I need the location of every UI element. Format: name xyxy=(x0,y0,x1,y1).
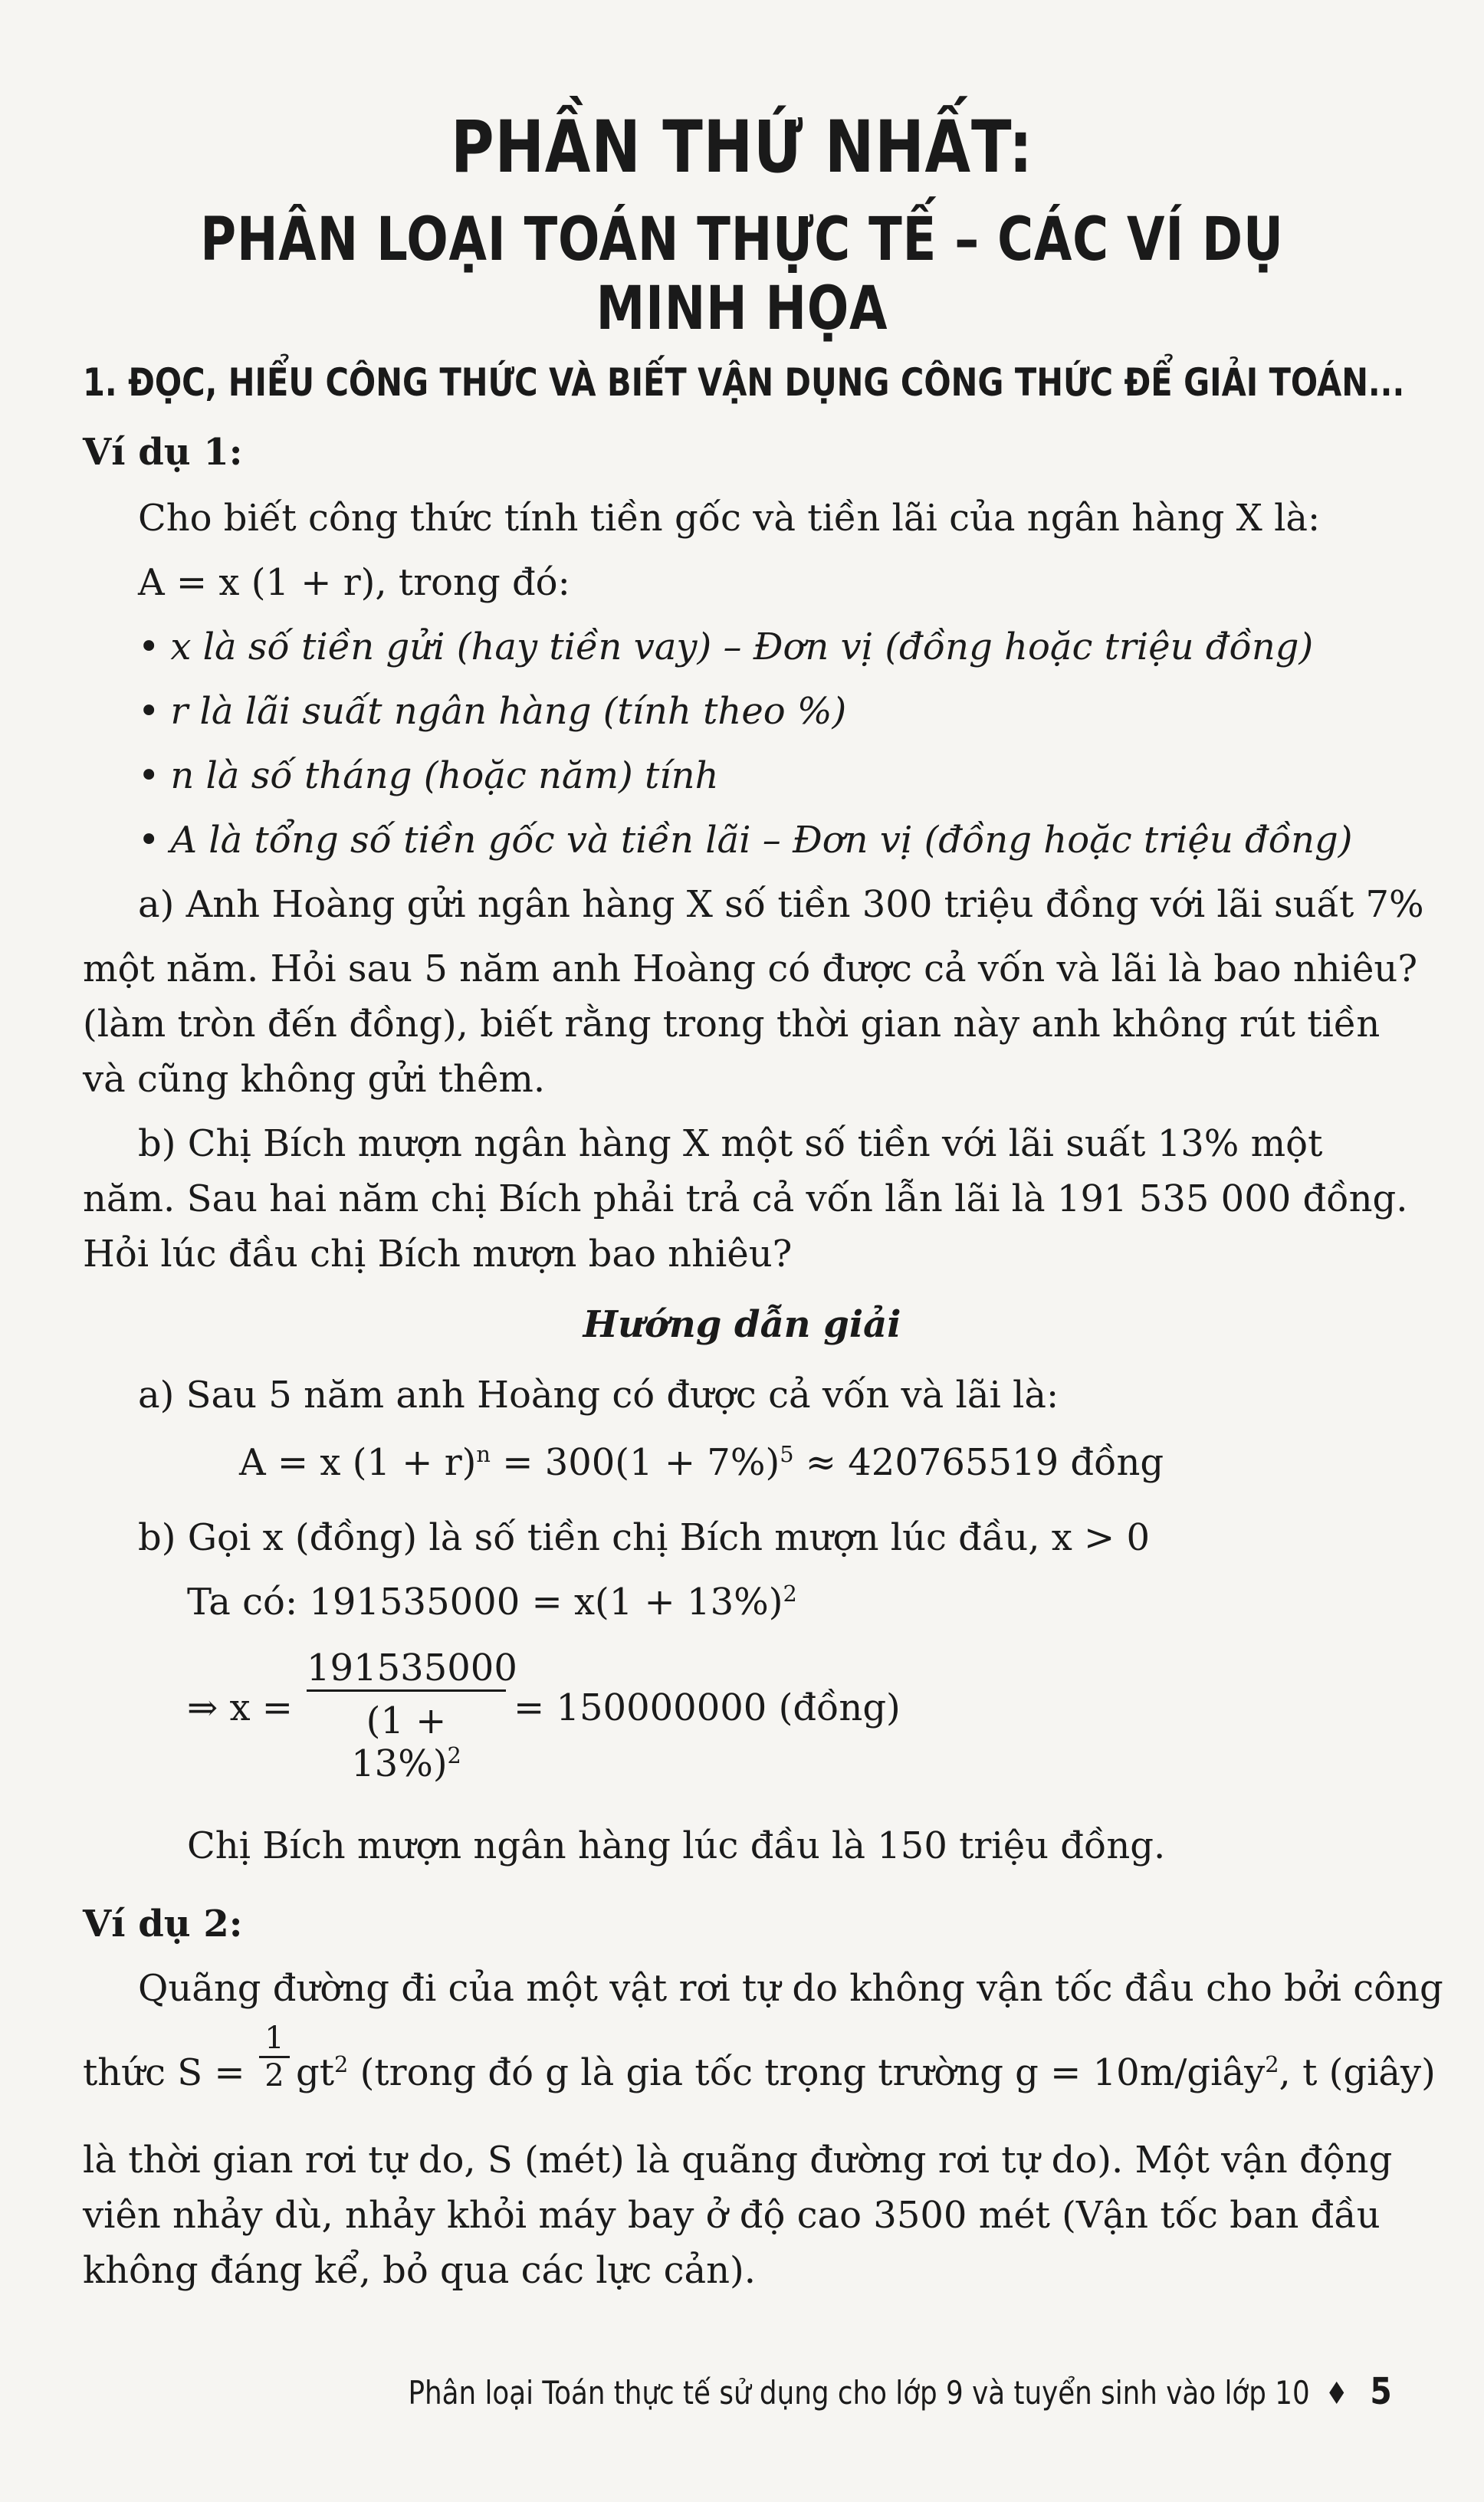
bullet-item: • r là lãi suất ngân hàng (tính theo %) xyxy=(138,690,847,733)
example-1-formula: A = x (1 + r), trong đó: xyxy=(138,561,570,604)
example-2-line: không đáng kể, bỏ qua các lực cản). xyxy=(83,2249,757,2292)
fraction-numerator: 191535000 xyxy=(307,1647,517,1689)
question-b-line: năm. Sau hai năm chị Bích phải trả cả vốn lẫn lãi là 191 535 000 đồng. xyxy=(83,1177,1408,1220)
solution-b-eq2-lhs: ⇒ x = xyxy=(187,1686,294,1729)
example-2-line: viên nhảy dù, nhảy khỏi máy bay ở độ cao 3500 mét (Vận tốc ban đầu xyxy=(83,2194,1381,2237)
fraction-numerator: 1 xyxy=(264,2021,284,2056)
part-subtitle: PHÂN LOẠI TOÁN THỰC TẾ – CÁC VÍ DỤ MINH HỌA xyxy=(200,205,1284,343)
solution-a-formula: A = x $(1 + r)^n = 300(1 + 7\%)^5 \approx 420765519$ đồng xyxy=(239,1441,1164,1484)
fraction-denominator: 2 xyxy=(259,2056,290,2093)
bullet-item: • x là số tiền gửi (hay tiền vay) – Đơn vị (đồng hoặc triệu đồng) xyxy=(138,626,1314,668)
section-heading: 1. ĐỌC, HIỂU CÔNG THỨC VÀ BIẾT VẬN DỤNG CÔNG THỨC ĐỂ GIẢI TOÁN... xyxy=(83,360,1405,405)
footer-book-title: Phân loại Toán thực tế sử dụng cho lớp 9 và tuyển sinh vào lớp 10 xyxy=(408,2374,1310,2412)
solution-b-eq2-rhs: = 150000000 (đồng) xyxy=(514,1686,901,1729)
example-1-intro: Cho biết công thức tính tiền gốc và tiền lãi của ngân hàng X là: xyxy=(138,497,1321,540)
solution-b-equation-1: Ta có: $191535000 = x(1 + 13\%)^2$ xyxy=(187,1581,797,1624)
page-footer xyxy=(409,2370,1392,2413)
example-1-label: Ví dụ 1: xyxy=(83,431,243,474)
question-b-line: b) Chị Bích mượn ngân hàng X một số tiền với lãi suất 13% một xyxy=(138,1122,1323,1165)
example-2-line: Quãng đường đi của một vật rơi tự do không vận tốc đầu cho bởi công xyxy=(138,1967,1443,2010)
solution-b-line: b) Gọi x (đồng) là số tiền chị Bích mượn lúc đầu, x > 0 xyxy=(138,1516,1151,1559)
part-title: PHẦN THỨ NHẤT: xyxy=(451,106,1033,189)
fraction-denominator: $(1 + 13\%)^2$ xyxy=(307,1689,506,1785)
question-a-line: một năm. Hỏi sau 5 năm anh Hoàng có được cả vốn và lãi là bao nhiêu? xyxy=(83,947,1418,990)
question-a-line: và cũng không gửi thêm. xyxy=(83,1058,546,1101)
solution-heading: Hướng dẫn giải xyxy=(583,1303,901,1346)
question-b-line: Hỏi lúc đầu chị Bích mượn bao nhiêu? xyxy=(83,1233,793,1276)
example-2-label: Ví dụ 2: xyxy=(83,1903,243,1945)
diamond-icon: ♦ xyxy=(1325,2376,1349,2412)
question-a-line: (làm tròn đến đồng), biết rằng trong thời gian này anh không rút tiền xyxy=(83,1003,1381,1046)
example-2-line-prefix: thức S = xyxy=(83,2051,245,2094)
solution-a-line: a) Sau 5 năm anh Hoàng có được cả vốn và lãi là: xyxy=(138,1374,1059,1417)
example-2-line-formula: $gt^2$ (trong đó g là gia tốc trọng trường g = 10m/giây$^2$, t (giây) xyxy=(296,2051,1436,2094)
bullet-item: • A là tổng số tiền gốc và tiền lãi – Đơn vị (đồng hoặc triệu đồng) xyxy=(138,819,1353,862)
one-half-fraction xyxy=(259,2021,290,2093)
solution-b-fraction xyxy=(307,1647,517,1785)
solution-b-conclusion: Chị Bích mượn ngân hàng lúc đầu là 150 triệu đồng. xyxy=(187,1824,1166,1867)
page-number: 5 xyxy=(1370,2370,1392,2413)
example-2-line: là thời gian rơi tự do, S (mét) là quãng đường rơi tự do). Một vận động xyxy=(83,2139,1393,2182)
bullet-item: • n là số tháng (hoặc năm) tính xyxy=(138,754,719,797)
question-a-line: a) Anh Hoàng gửi ngân hàng X số tiền 300 triệu đồng với lãi suất 7% xyxy=(138,883,1424,926)
